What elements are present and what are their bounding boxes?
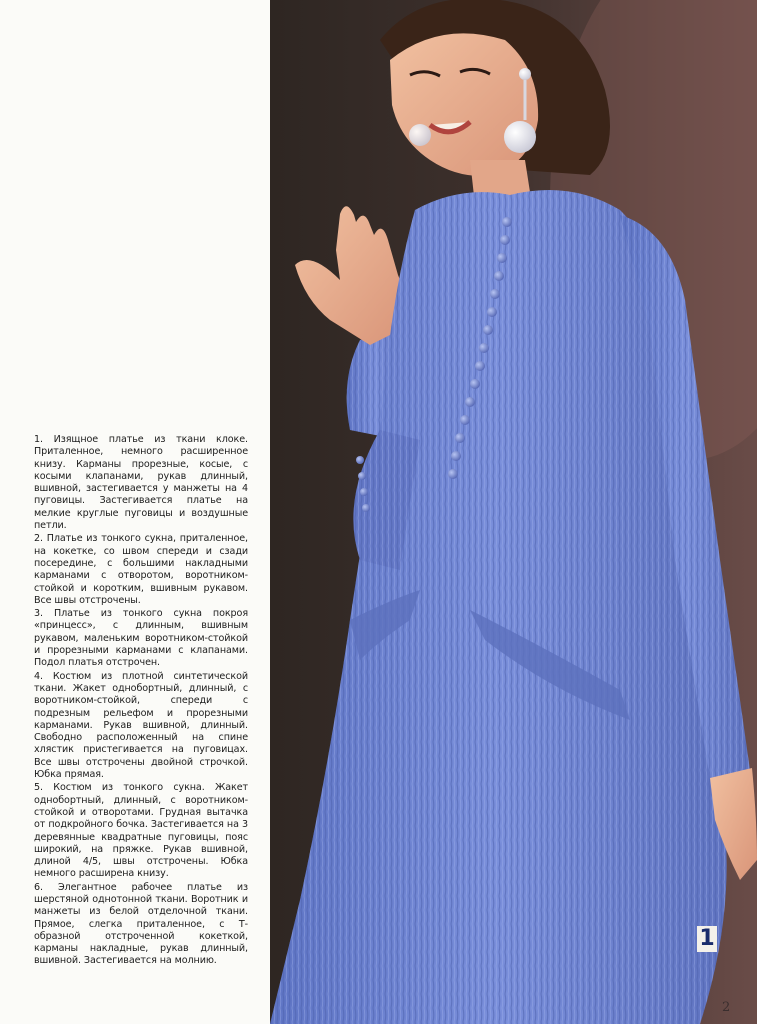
description-1: 1. Изящное платье из ткани клоке. Приталенное, немного расширенное книзу. Карманы прорезные, косые, с косыми клапанами, рукав длинный, вшивной, застегивается у манжеты на 4 пуговицы. Застегивается платье на мелкие круглые пуговицы и воздушные петли. — [34, 434, 248, 532]
fashion-photo — [270, 0, 757, 1024]
description-3: 3. Платье из тонкого сукна покроя «принцесс», с длинным, вшивным рукавом, маленьким воротником-стойкой и прорезными карманами с клапанами. Подол платья отстрочен. — [34, 608, 248, 669]
description-2: 2. Платье из тонкого сукна, приталенное, на кокетке, со швом спереди и сзади посередине, с большими накладными карманами с отворотом, воротником-стойкой и коротким, вшивным рукавом. Все швы отстрочены. — [34, 533, 248, 606]
garment-descriptions — [34, 434, 248, 969]
description-4: 4. Костюм из плотной синтетической ткани. Жакет однобортный, длинный, с воротником-стойкой, спереди с подрезным рельефом и прорезными карманами. Рукав вшивной, длинный. Свободно расположенный на спине хлястик пристегивается на пуговицах. Все швы отстрочены двойной строчкой. Юбка прямая. — [34, 670, 248, 781]
corner-mark: 2 — [722, 1000, 731, 1015]
description-5: 5. Костюм из тонкого сукна. Жакет однобортный, длинный, с воротником-стойкой и отворотами. Грудная вытачка от подкройного бочка. Застегивается на 3 деревянные квадратные пуговицы, пояс широкий, на пряжке. Рукав вшивной, длиной 4/5, швы отстрочены. Юбка немного расширена книзу. — [34, 782, 248, 880]
description-6: 6. Элегантное рабочее платье из шерстяной однотонной ткани. Воротник и манжеты из белой отделочной ткани. Прямое, слегка приталенное, с Т-образной отстроченной кокеткой, карманы накладные, рукав длинный, вшивной. Застегивается на молнию. — [34, 881, 248, 967]
page-number: 1 — [697, 926, 717, 952]
